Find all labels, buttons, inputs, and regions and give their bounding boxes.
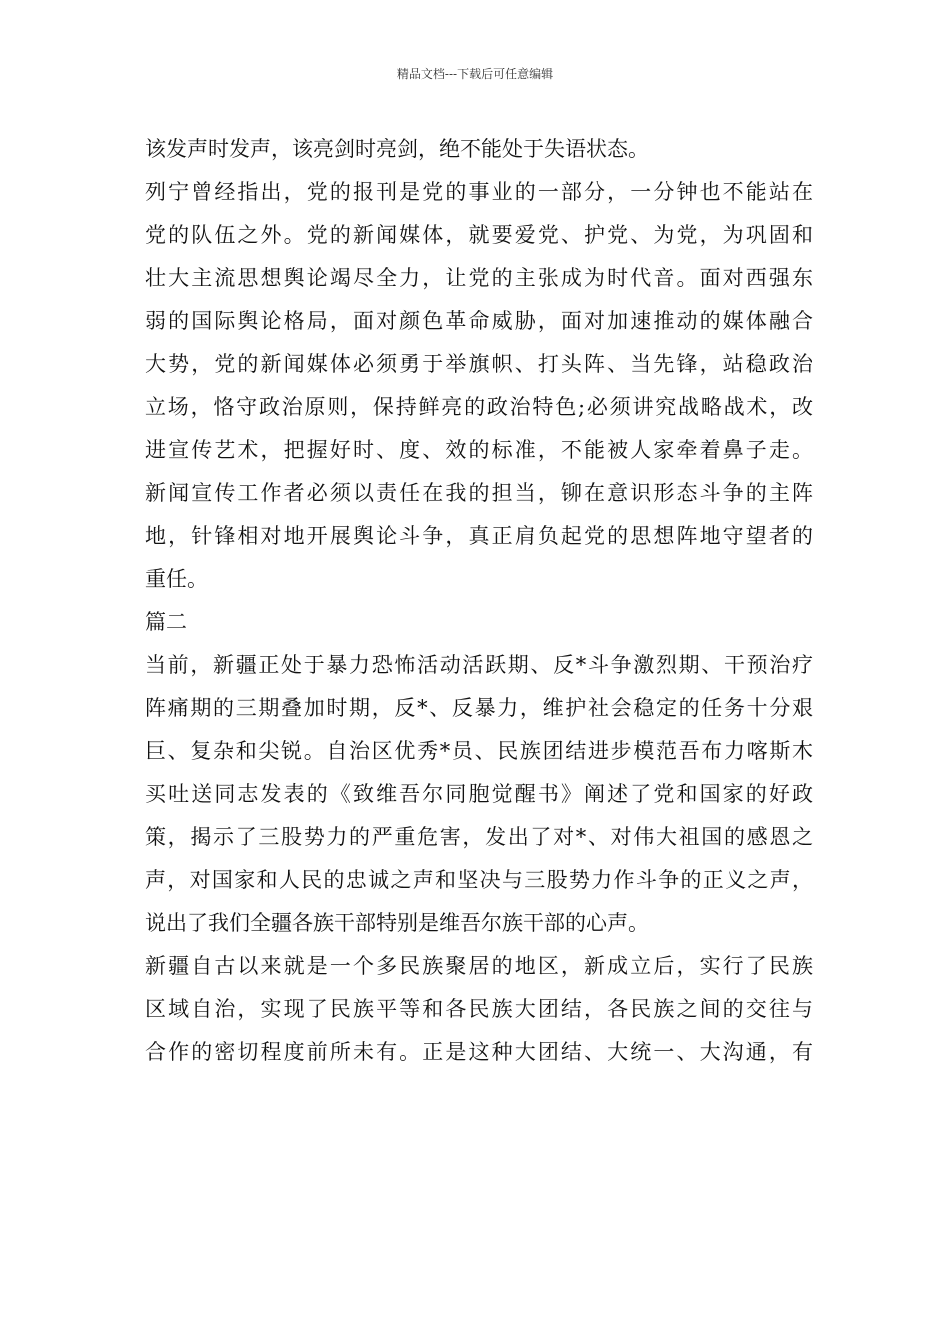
- text-line: 买吐送同志发表的《致维吾尔同胞觉醒书》阐述了党和国家的好政: [145, 782, 813, 806]
- text-line: 大势，党的新闻媒体必须勇于举旗帜、打头阵、当先锋，站稳政治: [145, 352, 813, 376]
- text-line: 区域自治，实现了民族平等和各民族大团结，各民族之间的交往与: [145, 997, 813, 1021]
- document-body: [145, 128, 813, 1074]
- text-line: 新疆自古以来就是一个多民族聚居的地区，新成立后，实行了民族: [145, 954, 813, 978]
- text-line: 壮大主流思想舆论竭尽全力，让党的主张成为时代音。面对西强东: [145, 266, 813, 290]
- text-line: 声，对国家和人民的忠诚之声和坚决与三股势力作斗争的正义之声，: [145, 868, 813, 892]
- page-header: 精品文档---下载后可任意编辑: [396, 67, 554, 81]
- text-line: 新闻宣传工作者必须以责任在我的担当，铆在意识形态斗争的主阵: [145, 481, 813, 505]
- text-line: 弱的国际舆论格局，面对颜色革命威胁，面对加速推动的媒体融合: [145, 309, 813, 333]
- text-line: 策，揭示了三股势力的严重危害，发出了对*、对伟大祖国的感恩之: [145, 825, 813, 849]
- text-line: 合作的密切程度前所未有。正是这种大团结、大统一、大沟通，有: [145, 1040, 813, 1064]
- text-line: 说出了我们全疆各族干部特别是维吾尔族干部的心声。: [145, 911, 649, 935]
- text-line: 该发声时发声，该亮剑时亮剑，绝不能处于失语状态。: [145, 137, 649, 161]
- text-line: 党的队伍之外。党的新闻媒体，就要爱党、护党、为党，为巩固和: [145, 223, 813, 247]
- text-line: 篇二: [145, 610, 187, 634]
- text-line: 阵痛期的三期叠加时期，反*、反暴力，维护社会稳定的任务十分艰: [145, 696, 813, 720]
- text-line: 地，针锋相对地开展舆论斗争，真正肩负起党的思想阵地守望者的: [145, 524, 813, 548]
- text-line: 巨、复杂和尖锐。自治区优秀*员、民族团结进步模范吾布力喀斯木: [145, 739, 813, 763]
- text-line: 进宣传艺术，把握好时、度、效的标准，不能被人家牵着鼻子走。: [145, 438, 813, 462]
- text-line: 立场，恪守政治原则，保持鲜亮的政治特色;必须讲究战略战术，改: [145, 395, 813, 419]
- text-line: 列宁曾经指出，党的报刊是党的事业的一部分，一分钟也不能站在: [145, 180, 813, 204]
- text-line: 当前，新疆正处于暴力恐怖活动活跃期、反*斗争激烈期、干预治疗: [145, 653, 813, 677]
- text-line: 重任。: [145, 567, 208, 591]
